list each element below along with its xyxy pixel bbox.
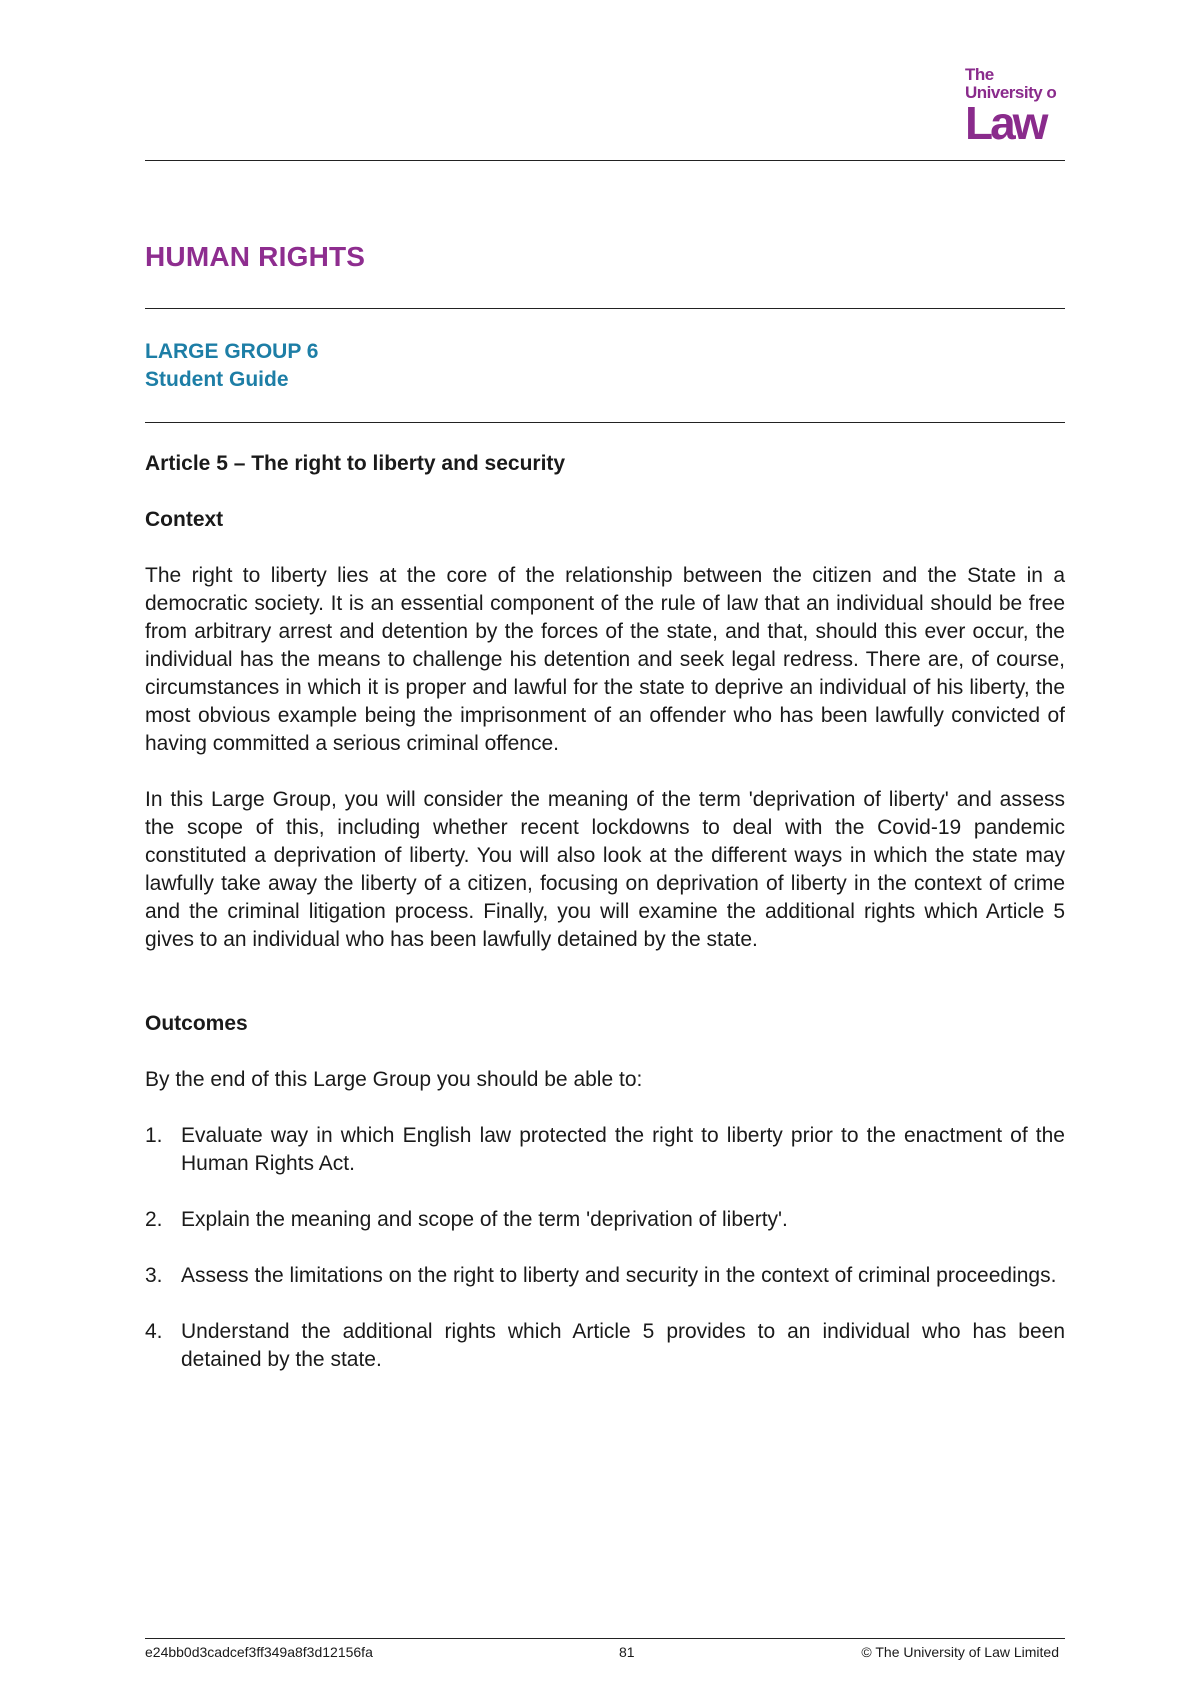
context-heading: Context bbox=[145, 508, 224, 531]
main-content bbox=[145, 450, 1065, 1402]
document-hash: e24bb0d3cadcef3ff349a8f3d12156fa bbox=[145, 1644, 373, 1660]
logo-line-law: Law bbox=[965, 97, 1046, 149]
page-number: 81 bbox=[619, 1644, 635, 1660]
list-item-number: 4. bbox=[145, 1320, 163, 1343]
context-paragraph-2: In this Large Group, you will consider the meaning of the term 'deprivation of liberty' and assess the scope of this, including whether recent lockdowns to deal with the Covid-19 pandemic constituted a deprivation of liberty. You will also look at the different ways in which the state may lawfully take away the liberty of a citizen, focusing on deprivation of liberty in the context of crime and the criminal litigation process. Finally, you will examine the additional rights which Article 5 gives to an individual who has been lawfully detained by the state. bbox=[145, 788, 1065, 951]
list-item bbox=[145, 1262, 1065, 1290]
title-divider bbox=[145, 308, 1065, 309]
logo-line-the: The bbox=[965, 65, 994, 84]
university-logo bbox=[965, 65, 1065, 149]
page-title: HUMAN RIGHTS bbox=[145, 241, 366, 272]
context-paragraph-1: The right to liberty lies at the core of the relationship between the citizen and the State in a democratic society. It is an essential component of the rule of law that an individual should be free from arbitrary arrest and detention by the forces of the state, and that, should this ever occur, the individual has the means to challenge his detention and seek legal redress. There are, of course, circumstances in which it is proper and lawful for the state to deprive an individual of his liberty, the most obvious example being the imprisonment of an offender who has been lawfully convicted of having committed a serious criminal offence. bbox=[145, 564, 1065, 755]
outcomes-intro: By the end of this Large Group you should be able to: bbox=[145, 1068, 643, 1091]
list-item-text: Understand the additional rights which Article 5 provides to an individual who has been detained by the state. bbox=[181, 1320, 1065, 1371]
article-heading: Article 5 – The right to liberty and security bbox=[145, 452, 566, 475]
header-divider bbox=[145, 160, 1065, 161]
list-item-number: 3. bbox=[145, 1264, 163, 1287]
subtitle-student-guide: Student Guide bbox=[145, 368, 289, 391]
subtitle-divider bbox=[145, 422, 1065, 423]
subtitle-large-group: LARGE GROUP 6 bbox=[145, 340, 319, 363]
list-item-number: 2. bbox=[145, 1208, 163, 1231]
outcomes-heading: Outcomes bbox=[145, 1012, 248, 1035]
list-item bbox=[145, 1318, 1065, 1374]
copyright-notice: © The University of Law Limited bbox=[861, 1644, 1059, 1660]
list-item-text: Evaluate way in which English law protected the right to liberty prior to the enactment of the Human Rights Act. bbox=[181, 1124, 1065, 1175]
footer-divider bbox=[145, 1638, 1065, 1639]
list-item-text: Explain the meaning and scope of the term 'deprivation of liberty'. bbox=[181, 1208, 788, 1231]
outcomes-list bbox=[145, 1122, 1065, 1374]
logo-line-university: University o bbox=[965, 83, 1057, 102]
list-item-number: 1. bbox=[145, 1124, 163, 1147]
subtitle-block bbox=[145, 338, 318, 394]
list-item bbox=[145, 1206, 1065, 1234]
list-item-text: Assess the limitations on the right to liberty and security in the context of criminal proceedings. bbox=[181, 1264, 1057, 1287]
list-item bbox=[145, 1122, 1065, 1178]
